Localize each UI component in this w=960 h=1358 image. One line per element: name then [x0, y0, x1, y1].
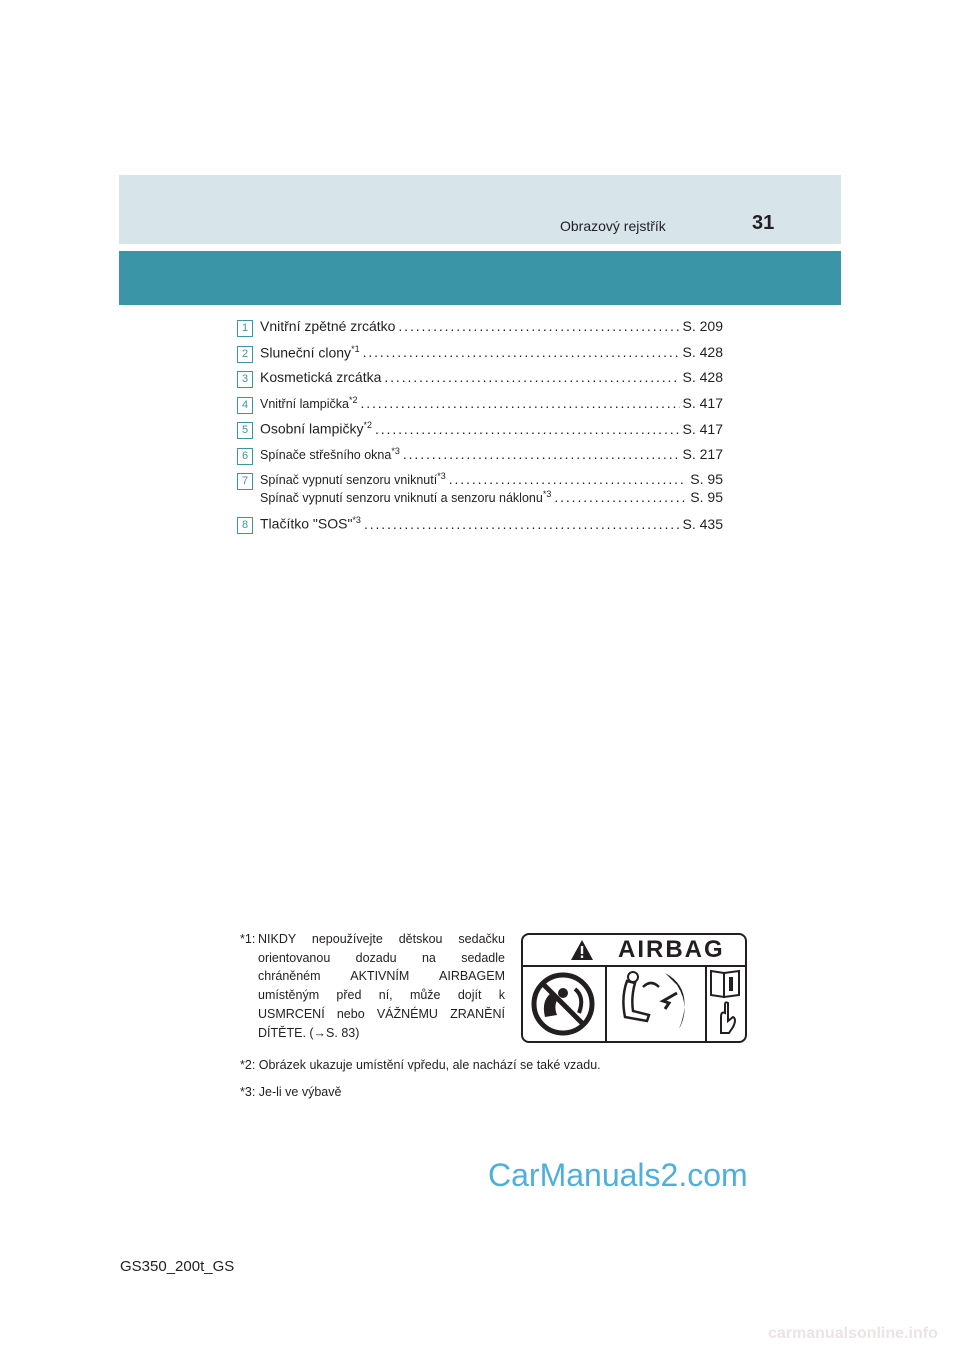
footnote-3: *3: Je-li ve výbavě	[240, 1085, 342, 1099]
page-ref-link[interactable]: S. 417	[682, 394, 723, 411]
leader-dots	[363, 344, 680, 360]
item-label: Sluneční clony$^{*1}$	[260, 343, 360, 361]
footnote-ref: *3	[352, 515, 361, 525]
watermark-logo: CarManuals2.com	[488, 1157, 748, 1193]
footnote-mark: *1:	[240, 932, 256, 946]
footnote-2: *2: Obrázek ukazuje umístění vpředu, ale nachází se také vzadu.	[240, 1058, 601, 1072]
footnote-ref: *3	[391, 445, 400, 456]
footnote-ref: *2	[348, 394, 358, 405]
section-title: Obrazový rejstřík	[560, 218, 666, 234]
no-rear-facing-seat-icon	[523, 967, 605, 1041]
page-ref-link[interactable]: S. 217	[682, 445, 723, 462]
page-ref-link[interactable]: S. 428	[682, 369, 723, 385]
page-ref-link[interactable]: S. 428	[682, 344, 723, 361]
leader-dots	[360, 395, 679, 411]
footnote-ref: *1	[351, 343, 360, 354]
item-label: Kosmetická zrcátka	[260, 369, 382, 385]
index-item	[237, 344, 723, 370]
item-label: Spínače střešního okna$^{*3}$	[260, 445, 400, 462]
leader-dots	[449, 471, 688, 487]
leader-dots	[554, 489, 687, 505]
index-item	[237, 318, 723, 344]
item-number: 7	[237, 473, 253, 490]
leader-dots	[364, 516, 680, 532]
airbag-deploy-icon	[607, 967, 705, 1041]
leader-dots	[384, 369, 679, 385]
page-ref-link[interactable]: S. 417	[682, 420, 723, 437]
index-item	[237, 420, 723, 446]
page-ref-link[interactable]: S. 95	[690, 471, 723, 488]
index-item	[237, 446, 723, 472]
footnote-1	[240, 930, 505, 1042]
leader-dots	[398, 318, 679, 334]
page-ref-link[interactable]: S. 95	[690, 489, 723, 506]
index-item	[237, 395, 723, 421]
airbag-title: AIRBAG	[618, 936, 725, 963]
footer-watermark: carmanualsonline.info	[768, 1325, 938, 1342]
index-list	[237, 318, 723, 541]
item-label: Tlačítko "SOS"$^{*3}$	[260, 515, 361, 532]
item-number: 1	[237, 320, 253, 337]
index-item	[237, 515, 723, 541]
header-band-dark	[119, 251, 841, 305]
leader-dots	[403, 446, 680, 462]
item-number: 8	[237, 517, 253, 534]
index-item	[237, 471, 723, 515]
item-number: 5	[237, 422, 253, 439]
page-ref-link[interactable]: S. 209	[682, 318, 723, 334]
item-number: 4	[237, 397, 253, 414]
footnote-ref: *3	[437, 471, 446, 481]
item-number: 3	[237, 371, 253, 388]
item-label: Vnitřní zpětné zrcátko	[260, 318, 396, 334]
item-label: Spínač vypnutí senzoru vniknutí a senzoru náklonu$^{*3}$	[260, 489, 552, 506]
footnote-ref: *3	[542, 489, 552, 499]
item-number: 6	[237, 448, 253, 465]
footer-model-code: GS350_200t_GS	[120, 1258, 235, 1275]
page-ref-link[interactable]: S. 435	[682, 515, 723, 532]
leader-dots	[375, 421, 680, 437]
warning-triangle-icon	[570, 939, 594, 961]
footnote-text: NIKDY nepoužívejte dětskou sedačku orientovanou dozadu na sedadle chráněném AKTIVNÍM AIRBAGEM umístěným před ní, může dojít k USMRCENÍ nebo VÁŽNÉMU ZRANĚNÍ DÍTĚTE. (→S. 83)	[258, 932, 505, 1040]
header-band-light	[119, 175, 841, 244]
footnote-ref: *2	[363, 420, 372, 430]
item-label: Spínač vypnutí senzoru vniknutí$^{*3}$	[260, 471, 446, 488]
item-label: Vnitřní lampička$^{*2}$	[260, 394, 358, 411]
manual-info-icon	[707, 967, 745, 1041]
item-number: 2	[237, 346, 253, 363]
airbag-warning-label	[521, 933, 747, 1043]
page-number: 31	[752, 212, 775, 234]
index-item	[237, 369, 723, 395]
item-label: Osobní lampičky$^{*2}$	[260, 420, 372, 437]
